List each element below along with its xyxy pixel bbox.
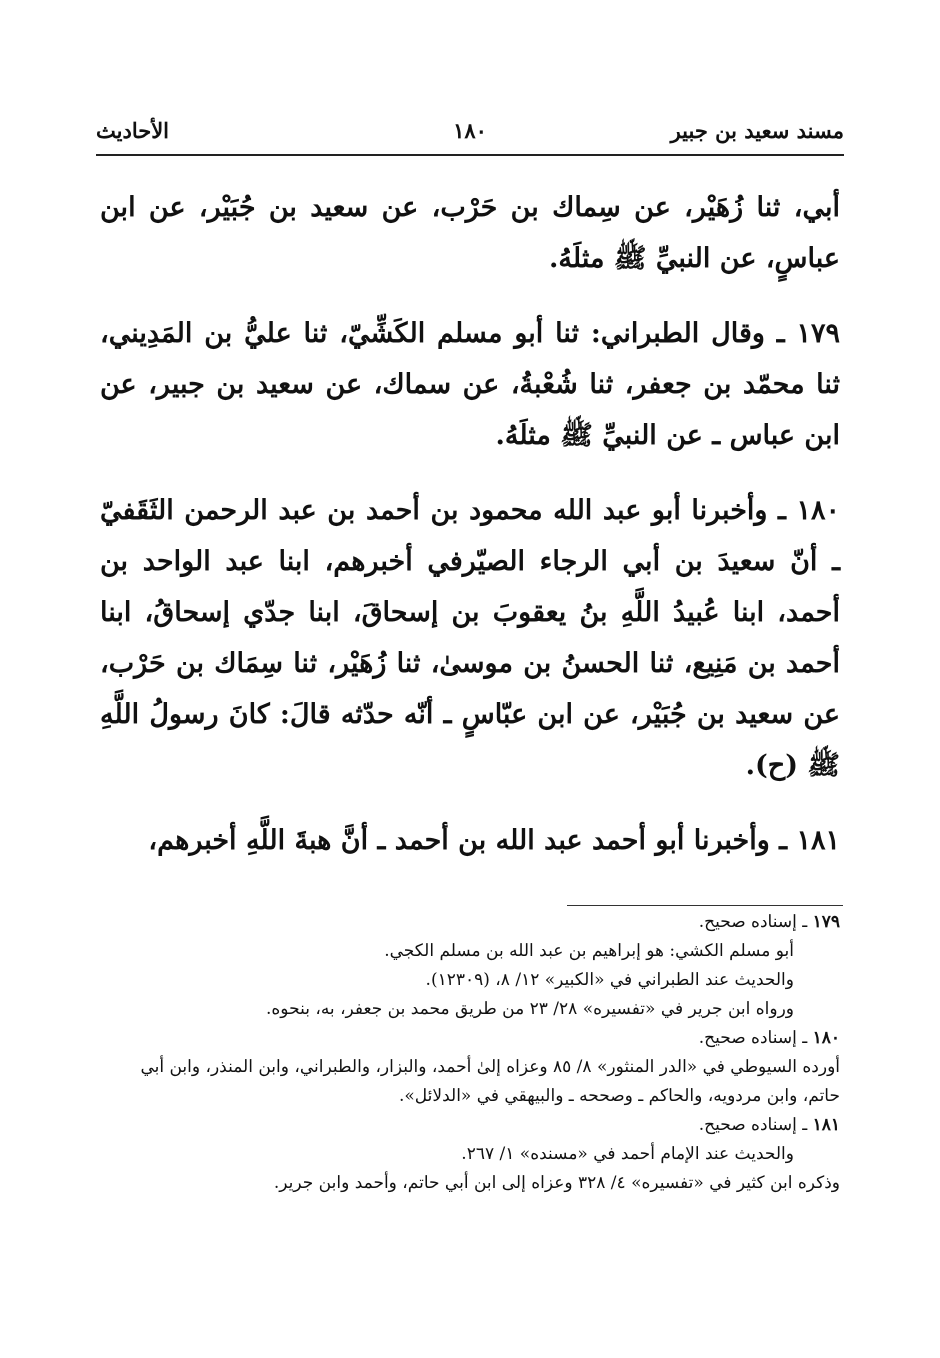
footnote-line: والحديث عند الطبراني في «الكبير» ١٢/ ٨، (١٢٣٠٩). — [425, 970, 794, 990]
footnote-180 — [100, 1024, 840, 1111]
footnote-181 — [100, 1111, 840, 1198]
page-number: ١٨٠ — [453, 118, 487, 143]
footnote-line: ورواه ابن جرير في «تفسيره» ٢٨/ ٢٣ من طريق محمد بن جعفر، به، بنحوه. — [266, 999, 794, 1019]
footnote-rule — [567, 905, 843, 906]
running-header — [96, 118, 844, 158]
main-text — [100, 182, 840, 890]
footnote-heading: ـ إسناده صحيح. — [698, 912, 808, 932]
footnote-179 — [100, 908, 840, 1024]
footnote-heading: ـ إسناده صحيح. — [698, 1028, 808, 1048]
hadith-181: ١٨١ ـ وأخبرنا أبو أحمد عبد الله بن أحمد ـ أنَّ هبةَ اللَّهِ أخبرهم، — [148, 825, 840, 856]
footnote-heading: ـ إسناده صحيح. — [698, 1115, 808, 1135]
hadith-180: ١٨٠ ـ وأخبرنا أبو عبد الله محمود بن أحمد بن عبد الرحمن الثَقَفيّ ـ أنّ سعيدَ بن أبي الرجاء الصيّرفي أخبرهم، ابنا عبد الواحد بن أحمد، ابنا عُبيدُ اللَّهِ بنُ يعقوبَ بن إسحاقَ، ابنا جدّي إسحاقُ، ابنا أحمد بن مَنِيع، ثنا الحسنُ بن موسىٰ، ثنا زُهَيْر، ثنا سِمَاك بن حَرْب، عن سعيد بن جُبَيْر، عن ابن عبّاسٍ ـ أنّه حدّثه قالَ: كانَ رسولُ اللَّهِ ﷺ (ح). — [100, 495, 841, 781]
footnote-line: أبو مسلم الكشي: هو إبراهيم بن عبد الله بن مسلم الكجي. — [384, 941, 794, 961]
paragraph-continuation: أبي، ثنا زُهَيْر، عن سِماك بن حَرْب، عن سعيد بن جُبَيْر، عن ابن عباسٍ، عن النبيِّ ﷺ مثلَهُ. — [100, 192, 840, 274]
header-book-title: مسند سعيد بن جبير — [670, 118, 844, 143]
header-section-title: الأحاديث — [96, 118, 170, 143]
footnote-number: ١٨٠ — [812, 1028, 840, 1048]
footnotes — [100, 908, 840, 1198]
footnote-line: أورده السيوطي في «الدر المنثور» ٨/ ٨٥ وعزاه إلىٰ أحمد، والبزار، والطبراني، وابن المنذر، وابن أبي حاتم، وابن مردويه، والحاكم ـ وصححه ـ والبيهقي في «الدلائل». — [140, 1057, 840, 1106]
footnote-line: وذكره ابن كثير في «تفسيره» ٤/ ٣٢٨ وعزاه إلى ابن أبي حاتم، وأحمد وابن جرير. — [273, 1173, 840, 1193]
footnote-number: ١٨١ — [812, 1115, 840, 1135]
footnote-number: ١٧٩ — [812, 912, 840, 932]
header-rule — [96, 154, 844, 156]
footnote-line: والحديث عند الإمام أحمد في «مسنده» ١/ ٢٦٧. — [461, 1144, 794, 1164]
hadith-179: ١٧٩ ـ وقال الطبراني: ثنا أبو مسلم الكَشِّيّ، ثنا عليُّ بن المَدِيني، ثنا محمّد بن جعفر، ثنا شُعْبةُ، عن سماك، عن سعيد بن جبير، عن ابن عباس ـ عن النبيِّ ﷺ مثلَهُ. — [100, 318, 840, 451]
